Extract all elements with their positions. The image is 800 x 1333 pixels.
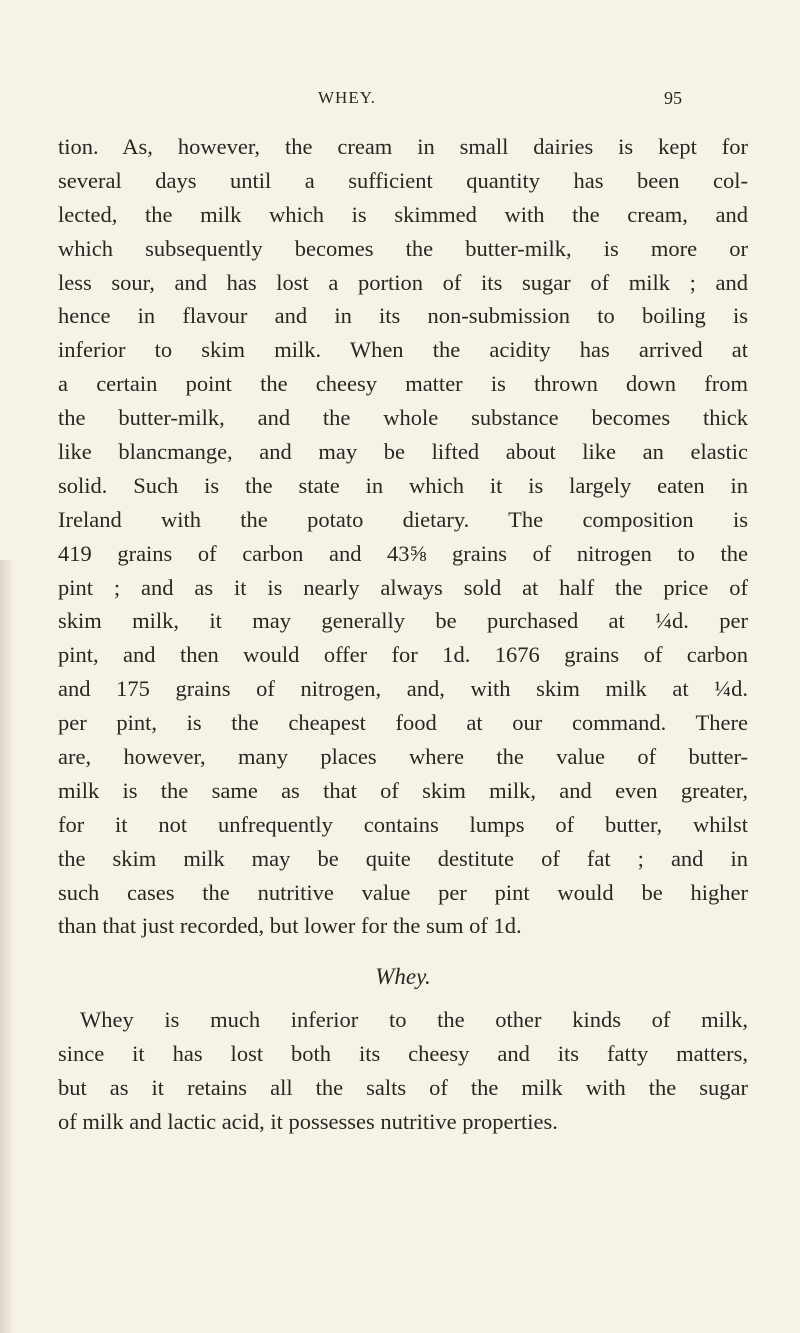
section-title: Whey. [375, 964, 431, 990]
gutter-shadow [0, 560, 14, 1333]
paragraph-butter-milk [58, 130, 748, 943]
text-line: less sour, and has lost a portion of its sugar of milk ; and [58, 269, 748, 295]
text-line: of milk and lactic acid, it possesses nutritive properties. [58, 1109, 558, 1135]
text-line: but as it retains all the salts of the milk with the sugar [58, 1075, 748, 1101]
text-line: since it has lost both its cheesy and its fatty matters, [58, 1041, 748, 1067]
text-line: the skim milk may be quite destitute of fat ; and in [58, 845, 748, 871]
text-line: and 175 grains of nitrogen, and, with skim milk at ¼d. [58, 676, 748, 702]
page-header [0, 88, 800, 118]
text-line: like blancmange, and may be lifted about like an elastic [58, 439, 748, 465]
page-number: 95 [664, 88, 682, 108]
text-line: lected, the milk which is skimmed with the cream, and [58, 201, 748, 227]
text-line: milk is the same as that of skim milk, and even greater, [58, 777, 748, 803]
text-line: several days until a sufficient quantity has been col- [58, 167, 748, 193]
text-line: Ireland with the potato dietary. The composition is [58, 506, 748, 532]
text-line: pint, and then would offer for 1d. 1676 grains of carbon [58, 642, 748, 668]
text-line: for it not unfrequently contains lumps of butter, whilst [58, 811, 748, 837]
running-head: WHEY. [318, 88, 377, 107]
text-line: a certain point the cheesy matter is thrown down from [58, 371, 748, 397]
text-line: solid. Such is the state in which it is largely eaten in [58, 472, 748, 498]
text-line: hence in flavour and in its non-submission to boiling is [58, 303, 748, 329]
text-line: the butter-milk, and the whole substance becomes thick [58, 405, 748, 431]
text-line: Whey is much inferior to the other kinds of milk, [80, 1007, 748, 1033]
text-line: are, however, many places where the value of butter- [58, 744, 748, 770]
text-line: skim milk, it may generally be purchased at ¼d. per [58, 608, 748, 634]
text-line: inferior to skim milk. When the acidity has arrived at [58, 337, 748, 363]
text-line: per pint, is the cheapest food at our command. There [58, 710, 748, 736]
text-line: tion. As, however, the cream in small dairies is kept for [58, 134, 748, 159]
text-line: such cases the nutritive value per pint would be higher [58, 879, 748, 905]
text-line: 419 grains of carbon and 43⅝ grains of nitrogen to the [58, 540, 748, 566]
paragraph-whey [58, 1003, 748, 1139]
text-line: pint ; and as it is nearly always sold at half the price of [58, 574, 748, 600]
text-line: than that just recorded, but lower for the sum of 1d. [58, 913, 522, 939]
text-line: which subsequently becomes the butter-milk, is more or [58, 235, 748, 261]
body-text [58, 130, 748, 1139]
